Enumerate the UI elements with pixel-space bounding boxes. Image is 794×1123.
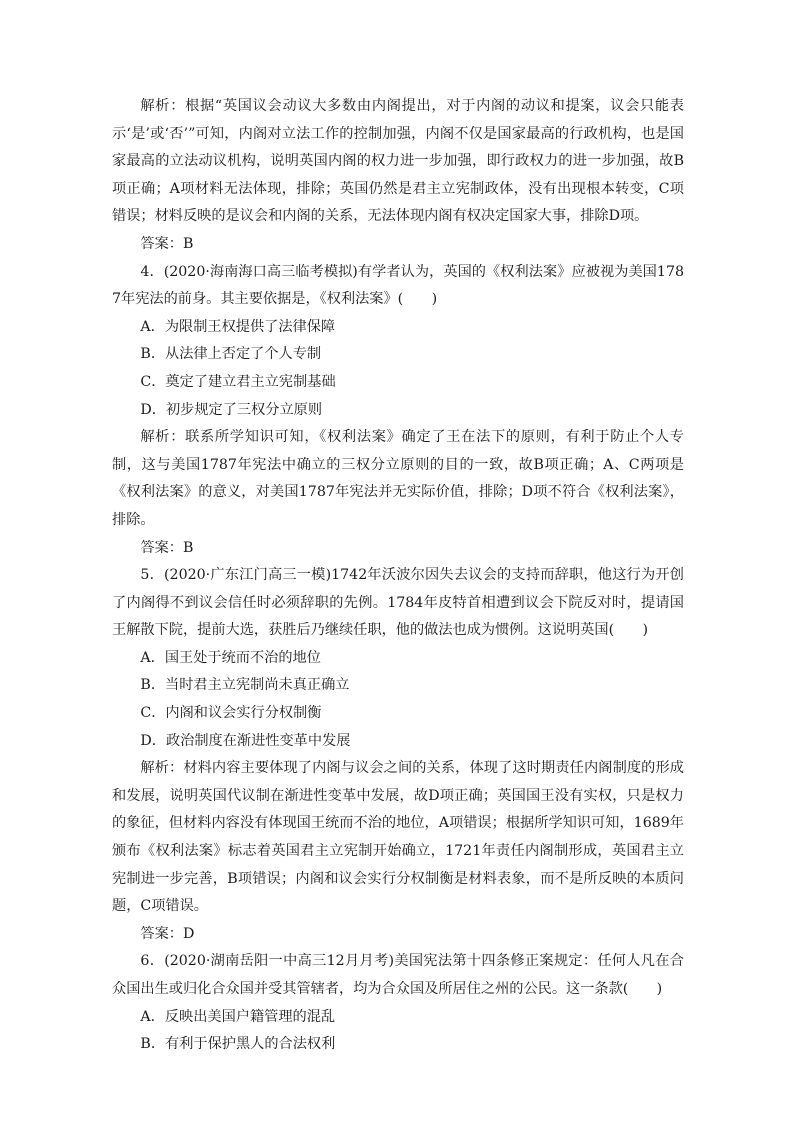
analysis-text: 解析：材料内容主要体现了内阁与议会之间的关系，体现了这时期责任内阁制度的形成和发展，说明英国代议制在渐进性变革中发展，故D项正确；英国国王没有实权，只是权力的象征，但材料内容没有体现国王统而不治的地位，A项错误；根据所学知识可知，1689年颁布《权利法案》标志着英国君主立宪制开始确立，1721年责任内阁制形成，英国君主立宪制进一步完善，B项错误；内阁和议会实行分权制衡是材料表象，而不是所反映的本质问题，C项错误。 [112, 760, 684, 915]
option-d: D．初步规定了三权分立原则 [140, 401, 323, 418]
analysis-text: 解析：联系所学知识可知，《权利法案》确定了王在法下的原则，有利于防止个人专制，这与美国1787年宪法中确立的三权分立原则的目的一致，故B项正确；A、C两项是《权利法案》的意义，对美国1787年宪法并无实际价值，排除；D项不符合《权利法案》，排除。 [112, 429, 684, 528]
option-b: B．有利于保护黑人的合法权利 [140, 1036, 336, 1053]
option-c: C．内阁和议会实行分权制衡 [140, 705, 322, 722]
document-content [112, 93, 684, 1059]
option-c: C．奠定了建立君主立宪制基础 [140, 373, 336, 390]
question-stem: 6．(2020·湖南岳阳一中高三12月月考)美国宪法第十四条修正案规定：任何人凡在合众国出生或归化合众国并受其管辖者，均为合众国及所居住之州的公民。这一条款( ) [112, 953, 684, 997]
answer-text: 答案：B [140, 539, 194, 556]
option-d: D．政治制度在渐进性变革中发展 [140, 732, 351, 749]
option-a: A．为限制王权提供了法律保障 [140, 318, 336, 335]
question-stem: 5．(2020·广东江门高三一模)1742年沃波尔因失去议会的支持而辞职，他这行为开创了内阁得不到议会信任时必须辞职的先例。1784年皮特首相遭到议会下院反对时，提请国王解散下院，提前大选，获胜后乃继续任职，他的做法也成为惯例。这说明英国( ) [112, 567, 684, 639]
analysis-text: 解析：根据“英国议会动议大多数由内阁提出，对于内阁的动议和提案，议会只能表示‘是’或‘否’”可知，内阁对立法工作的控制加强，内阁不仅是国家最高的行政机构，也是国家最高的立法动议机构，说明英国内阁的权力进一步加强，即行政权力的进一步加强，故B项正确；A项材料无法体现，排除；英国仍然是君主立宪制政体，没有出现根本转变，C项错误；材料反映的是议会和内阁的关系，无法体现内阁有权决定国家大事，排除D项。 [112, 98, 684, 225]
option-a: A．国王处于统而不治的地位 [140, 649, 321, 666]
option-a: A．反映出美国户籍管理的混乱 [140, 1008, 336, 1025]
option-b: B．从法律上否定了个人专制 [140, 346, 322, 363]
answer-text: 答案：B [140, 235, 194, 252]
question-stem: 4．(2020·海南海口高三临考模拟)有学者认为，英国的《权利法案》应被视为美国1787年宪法的前身。其主要依据是，《权利法案》( ) [112, 263, 684, 308]
answer-text: 答案：D [140, 925, 195, 942]
option-b: B．当时君主立宪制尚未真正确立 [140, 677, 350, 694]
